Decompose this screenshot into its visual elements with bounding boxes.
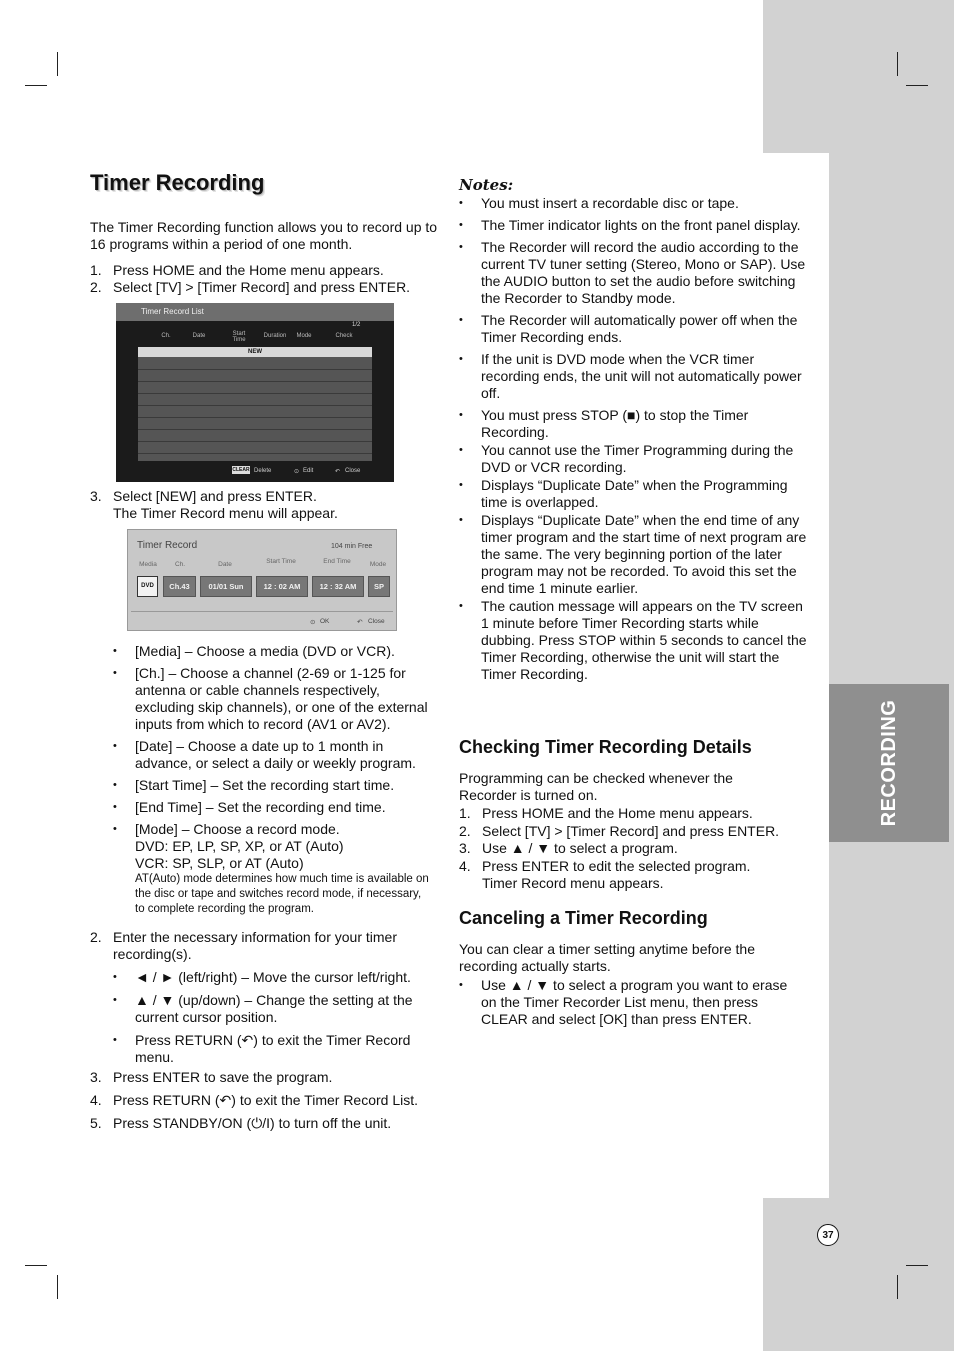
- crop-mark: [897, 1275, 898, 1299]
- bullet-text: Press RETURN (↶) to exit the Timer Record menu.: [135, 1032, 411, 1065]
- field-bullets: [113, 643, 433, 917]
- side-band-bottom: [763, 1198, 954, 1351]
- list-item: [90, 488, 440, 522]
- crop-mark: [57, 52, 58, 76]
- step-line: The Timer Record menu will appear.: [113, 505, 338, 521]
- step-text: Use ▲ / ▼ to select a program.: [482, 840, 678, 856]
- channel-field[interactable]: Ch.43: [163, 576, 196, 597]
- field-label: Media: [139, 561, 157, 568]
- checking-intro: Programming can be checked whenever the Recorder is turned on.: [459, 770, 733, 803]
- start-time-field[interactable]: 12 : 02 AM: [256, 576, 308, 597]
- step-text: Press STANDBY/ON (⏻/I) to turn off the unit.: [113, 1115, 392, 1131]
- enter-icon: ⊙: [310, 619, 316, 626]
- bullet: •: [459, 409, 463, 421]
- steps-list-b: [90, 1069, 435, 1132]
- bullet: •: [459, 979, 463, 991]
- clear-key: CLEAR: [232, 467, 250, 473]
- bullet-text: Use ▲ / ▼ to select a program you want to erase on the Timer Recorder List menu, then press CLEAR and select [OK] than press ENTER.: [481, 977, 788, 1027]
- note-text: Displays “Duplicate Date” when the end time of any timer program and the start time of next program are the same. The very beginning portion of the later program may not be recorded. To avoid this set the end time 1 minute earlier.: [481, 512, 807, 596]
- grid-line: [138, 381, 372, 382]
- mode-line: VCR: SP, SLP, or AT (Auto): [135, 855, 304, 871]
- list-item: [459, 442, 809, 476]
- footer-close-label: Close: [345, 468, 361, 474]
- bullet: •: [459, 353, 463, 365]
- divider: [131, 611, 393, 612]
- list-item: [90, 1115, 435, 1132]
- return-icon: ↶: [357, 619, 363, 626]
- step-enter: [90, 929, 435, 963]
- bullet-text: ▲ / ▼ (up/down) – Change the setting at the current cursor position.: [135, 992, 413, 1025]
- list-item: [113, 738, 433, 772]
- step-text: Press RETURN (↶) to exit the Timer Record List.: [113, 1092, 419, 1108]
- list-grid: [138, 347, 372, 461]
- bullet: •: [459, 514, 463, 526]
- note-text: The Recorder will automatically power off when the Timer Recording ends.: [481, 312, 798, 345]
- column-header: Check: [335, 333, 353, 339]
- checking-heading: Checking Timer Recording Details: [459, 737, 752, 757]
- list-item: [459, 598, 809, 683]
- list-item: [459, 512, 809, 597]
- new-row[interactable]: NEW: [138, 347, 372, 357]
- step-text: Select [TV] > [Timer Record] and press ENTER.: [482, 822, 780, 839]
- section-tab: [829, 684, 949, 842]
- column-header: Mode: [296, 333, 312, 339]
- free-space-label: 104 min Free: [331, 543, 373, 550]
- list-item: [113, 643, 433, 660]
- list-item: [459, 823, 804, 840]
- bullet: •: [459, 241, 463, 253]
- crop-mark: [57, 1275, 58, 1299]
- bullet-text: ◄ / ► (left/right) – Move the cursor left/right.: [135, 969, 411, 985]
- list-item: [459, 312, 809, 346]
- canceling-intro: You can clear a timer setting anytime before the recording actually starts.: [459, 941, 755, 974]
- list-item: [459, 217, 809, 234]
- step-text: Enter the necessary information for your timer recording(s).: [113, 929, 398, 962]
- bullet: •: [113, 740, 117, 752]
- timer-record-list-screenshot: [116, 303, 394, 482]
- step-number: 1.: [90, 262, 102, 278]
- bullet: •: [459, 314, 463, 326]
- page-title: Timer Recording: [90, 170, 265, 195]
- timer-record-screenshot: [127, 529, 397, 631]
- list-item: [113, 665, 433, 733]
- media-selector[interactable]: DVD: [137, 576, 158, 597]
- field-label: Date: [218, 561, 232, 568]
- mode-note: AT(Auto) mode determines how much time is available on the disc or tape and switches record mode, if necessary, to complete recording the program.: [135, 873, 429, 915]
- bullet: •: [459, 600, 463, 612]
- bullet-text: [Media] – Choose a media (DVD or VCR).: [135, 643, 395, 659]
- bullet: •: [113, 667, 117, 679]
- bullet: •: [459, 479, 463, 491]
- note-text: If the unit is DVD mode when the VCR timer recording ends, the unit will not automatically power off.: [481, 351, 802, 401]
- bullet-text: [Date] – Choose a date up to 1 month in advance, or select a daily or weekly program.: [135, 738, 416, 771]
- bullet: •: [459, 197, 463, 209]
- step-text: Press ENTER to edit the selected program. Timer Record menu appears.: [482, 857, 751, 891]
- list-item: [459, 477, 809, 511]
- bullet: •: [113, 801, 117, 813]
- step-number: 3.: [90, 1069, 102, 1085]
- list-item: [90, 262, 440, 279]
- step-text: Press HOME and the Home menu appears.: [113, 262, 384, 278]
- grid-line: [138, 417, 372, 418]
- list-item: [113, 992, 435, 1026]
- column-header: Date: [192, 333, 206, 339]
- canceling-heading: Canceling a Timer Recording: [459, 908, 708, 928]
- note-text: You cannot use the Timer Programming during the DVD or VCR recording.: [481, 442, 794, 475]
- note-text: The caution message will appears on the TV screen 1 minute before Timer Recording starts while dubbing. Press STOP within 5 seconds to cancel the Timer Recording, otherwise the unit will start the Timer Recording.: [481, 598, 807, 682]
- step-number: 4.: [459, 857, 471, 874]
- steps-list-a: [90, 262, 440, 296]
- step-text: Press HOME and the Home menu appears.: [482, 805, 753, 821]
- step-number: 3.: [459, 840, 471, 856]
- list-item: [459, 351, 809, 402]
- notes-title: Notes:: [459, 176, 514, 194]
- list-item: [459, 239, 809, 307]
- column-header: Start Time: [232, 331, 246, 343]
- bullet: •: [113, 823, 117, 835]
- list-item: [90, 929, 435, 963]
- list-item: [113, 821, 433, 917]
- mode-field[interactable]: SP: [368, 576, 390, 597]
- grid-line: [138, 369, 372, 370]
- grid-line: [138, 405, 372, 406]
- crop-mark: [25, 85, 47, 86]
- list-item: [90, 1092, 435, 1109]
- note-text: You must press STOP (■) to stop the Timer Recording.: [481, 407, 749, 440]
- note-text: You must insert a recordable disc or tape.: [481, 195, 739, 211]
- bullet: •: [459, 444, 463, 456]
- bullet: •: [113, 971, 117, 983]
- bullet-text: [End Time] – Set the recording end time.: [135, 799, 386, 815]
- list-item: [90, 1069, 435, 1086]
- canceling-bullets: [459, 977, 804, 1028]
- field-label: Mode: [369, 561, 387, 568]
- step-number: 2.: [90, 929, 102, 945]
- list-item: [459, 195, 809, 212]
- step-number: 3.: [90, 488, 102, 504]
- enter-icon: ⊙: [294, 469, 300, 475]
- date-field[interactable]: 01/01 Sun: [200, 576, 252, 597]
- step-number: 2.: [90, 279, 102, 295]
- list-item: [459, 407, 809, 441]
- list-item: [113, 969, 435, 986]
- bullet-text: [135, 821, 433, 917]
- mode-line: [Mode] – Choose a record mode.: [135, 821, 340, 837]
- step-number: 4.: [90, 1092, 102, 1108]
- side-band-top: [763, 0, 954, 153]
- step-number: 5.: [90, 1115, 102, 1131]
- field-label: Start Time: [266, 558, 296, 565]
- column-header: Duration: [263, 333, 287, 339]
- bullet: •: [113, 779, 117, 791]
- screen-title: Timer Record List: [141, 307, 204, 316]
- bullet-text: [Start Time] – Set the recording start time.: [135, 777, 395, 793]
- checking-steps: [459, 805, 804, 892]
- bullet: •: [113, 645, 117, 657]
- step-text: [113, 488, 338, 522]
- step-text: Press ENTER to save the program.: [113, 1069, 333, 1085]
- bullet-text: [Ch.] – Choose a channel (2-69 or 1-125 for antenna or cable channels respectively, excluding skip channels), or one of the external inputs from which to record (AV1 or AV2).: [135, 665, 428, 732]
- grid-line: [138, 453, 372, 454]
- nav-bullets: [113, 969, 435, 1066]
- bullet: •: [459, 219, 463, 231]
- crop-mark: [906, 85, 928, 86]
- crop-mark: [897, 52, 898, 76]
- list-item: [90, 279, 440, 296]
- list-item: [113, 799, 433, 816]
- return-icon: ↶: [335, 469, 341, 475]
- footer-edit-label: Edit: [303, 468, 314, 474]
- page-number: 37: [817, 1224, 839, 1246]
- note-text: Displays “Duplicate Date” when the Programming time is overlapped.: [481, 477, 788, 510]
- field-label: End Time: [323, 558, 351, 565]
- footer-delete-label: Delete: [254, 468, 272, 474]
- field-label: Ch.: [174, 561, 186, 568]
- footer-ok-label: OK: [320, 618, 330, 625]
- grid-line: [138, 393, 372, 394]
- intro-paragraph: The Timer Recording function allows you to record up to 16 programs within a period of one month.: [90, 219, 438, 252]
- list-item: [459, 840, 804, 857]
- step-number: 2.: [459, 822, 471, 839]
- side-band: [829, 153, 954, 1198]
- grid-line: [138, 441, 372, 442]
- notes-list: [459, 195, 809, 683]
- crop-mark: [906, 1265, 928, 1266]
- grid-line: [138, 429, 372, 430]
- note-text: The Timer indicator lights on the front panel display.: [481, 217, 801, 233]
- column-header: Ch.: [161, 333, 171, 339]
- list-item: [459, 977, 804, 1028]
- screen-page-indicator: 1/2: [352, 322, 361, 328]
- step-line: Select [NEW] and press ENTER.: [113, 488, 317, 504]
- list-item: [459, 858, 804, 892]
- crop-mark: [25, 1265, 47, 1266]
- note-text: The Recorder will record the audio according to the current TV tuner setting (Stereo, Mono or SAP). Use the AUDIO button to set the audio before switching the Recorder to Standby mode.: [481, 239, 806, 306]
- end-time-field[interactable]: 12 : 32 AM: [312, 576, 364, 597]
- step-number: 1.: [459, 805, 471, 821]
- bullet: •: [113, 1034, 117, 1046]
- mode-line: DVD: EP, LP, SP, XP, or AT (Auto): [135, 838, 344, 854]
- list-item: [459, 805, 804, 822]
- bullet: •: [113, 994, 117, 1006]
- section-tab-label: RECORDING: [877, 699, 900, 827]
- list-item: [113, 777, 433, 794]
- step-3: [90, 488, 440, 522]
- step-text: Select [TV] > [Timer Record] and press ENTER.: [113, 279, 411, 295]
- screen-title: Timer Record: [137, 540, 198, 551]
- list-item: [113, 1032, 435, 1066]
- footer-close-label: Close: [368, 618, 385, 625]
